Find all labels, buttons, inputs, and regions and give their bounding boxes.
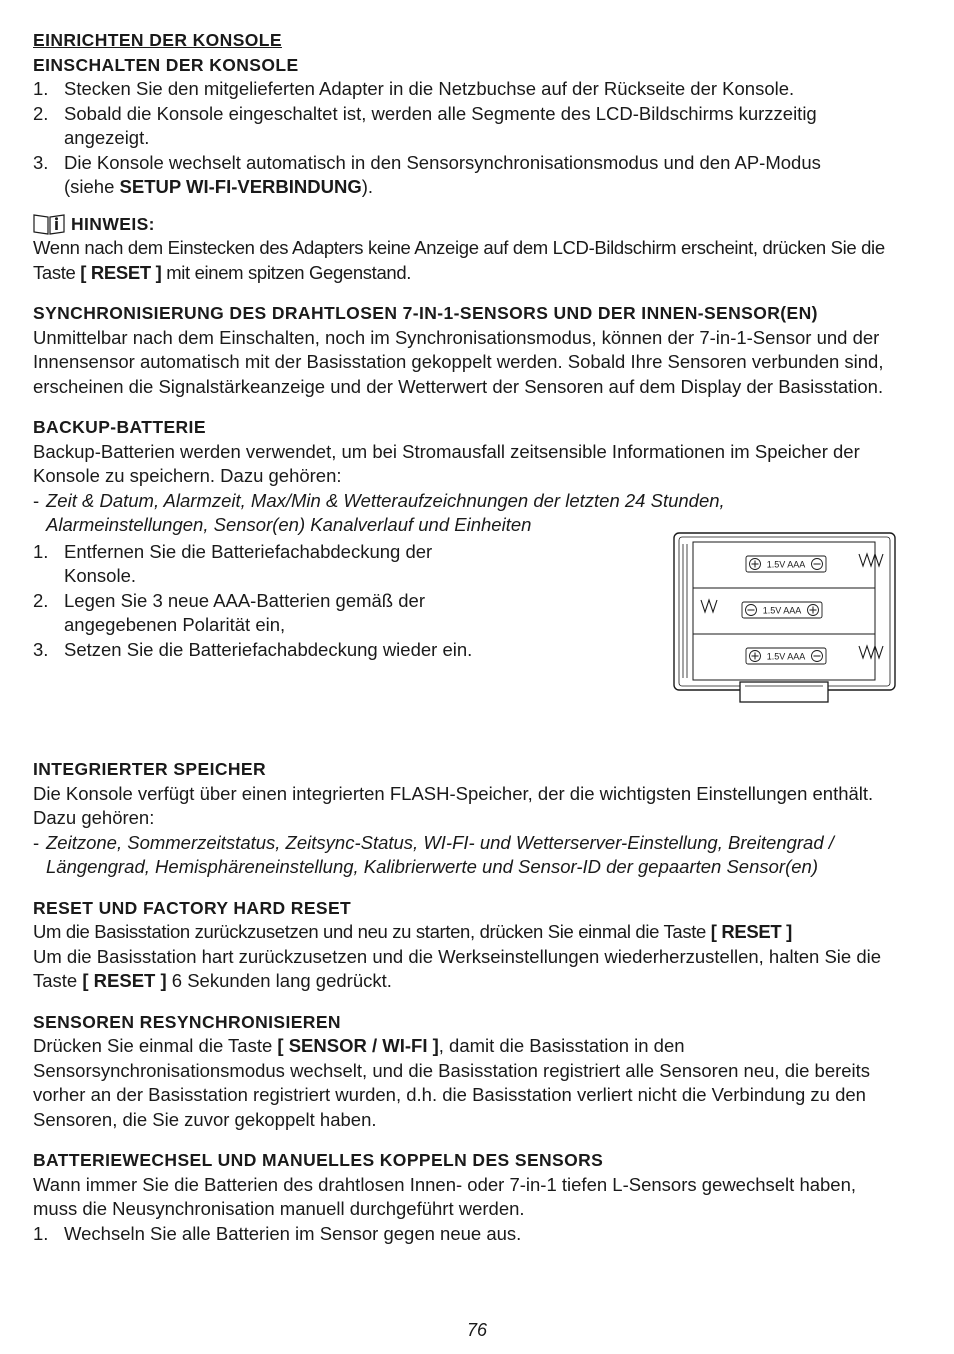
sensor-sync-text: Unmittelbar nach dem Einschalten, noch im Synchronisationsmodus, können der 7-in-1-Sensor und der Innensensor automatisch mit der Basisstation gekoppelt werden. Sobald Ihre Sensoren verbunden sind, erscheinen die Signalstärkeanzeige und der Wetterwert der Sensoren auf dem Display der Basisstation. xyxy=(33,326,884,397)
list-item: 1. Wechseln Sie alle Batterien im Sensor gegen neue aus. xyxy=(33,1222,522,1244)
section-subtitle-power-on: EINSCHALTEN DER KONSOLE xyxy=(33,54,299,75)
reset-text: Um die Basisstation zurückzusetzen und neu zu starten, drücken Sie einmal die Taste [ RESET ] xyxy=(33,921,792,942)
setup-wifi-reference: SETUP WI-FI-VERBINDUNG xyxy=(119,176,362,197)
backup-battery-list: - Zeit & Datum, Alarmzeit, Max/Min & Wetteraufzeichnungen der letzten 24 Stunden, Alarmeinstellungen, Sensor(en) Kanalverlauf und Einheiten xyxy=(33,489,725,535)
integrated-memory-text: Die Konsole verfügt über einen integrierten FLASH-Speicher, der die wichtigsten Einstellungen enthält. Dazu gehören: xyxy=(33,782,874,828)
battery-steps xyxy=(33,540,493,663)
section-title-resync: SENSOREN RESYNCHRONISIEREN xyxy=(33,1011,341,1032)
info-book-icon xyxy=(33,213,65,235)
note-text: Wenn nach dem Einstecken des Adapters keine Anzeige auf dem LCD-Bildschirm erscheint, drücken Sie die Taste [ RESET ] mit einem spitzen Gegenstand. xyxy=(33,237,885,283)
list-item: 2. Sobald die Konsole eingeschaltet ist, werden alle Segmente des LCD-Bildschirms kurzzeitig angezeigt. xyxy=(33,102,817,148)
battery-change-text: Wann immer Sie die Batterien des drahtlosen Innen- oder 7-in-1 tiefen L-Sensors gewechselt haben, muss die Neusynchronisation manuell durchgeführt werden. xyxy=(33,1173,857,1219)
battery-change-steps xyxy=(33,1222,903,1247)
integrated-memory-list: - Zeitzone, Sommerzeitstatus, Zeitsync-Status, WI-FI- und Wetterserver-Einstellung, Breitengrad / Längengrad, Hemisphäreneinstellung, Kalibrierwerte und Sensor-ID der gepaarten Sensor(en) xyxy=(33,831,834,877)
list-item: 3. Die Konsole wechselt automatisch in den Sensorsynchronisationsmodus und den AP-Modus (siehe SETUP WI-FI-VERBINDUNG). xyxy=(33,151,821,197)
list-item: 1. Entfernen Sie die Batteriefachabdeckung der Konsole. xyxy=(33,540,433,586)
list-item: 2. Legen Sie 3 neue AAA-Batterien gemäß der angegebenen Polarität ein, xyxy=(33,589,425,635)
section-title-setup: EINRICHTEN DER KONSOLE xyxy=(33,30,282,50)
document-page xyxy=(33,28,903,1246)
hard-reset-text: Um die Basisstation hart zurückzusetzen und die Werkseinstellungen wiederherzustellen, halten Sie die Taste [ RESET ] 6 Sekunden lang gedrückt. xyxy=(33,945,882,991)
section-title-reset: RESET UND FACTORY HARD RESET xyxy=(33,897,352,918)
power-on-steps xyxy=(33,77,903,200)
page-number: 76 xyxy=(466,1320,488,1340)
battery-label: 1.5V AAA xyxy=(766,651,806,661)
resync-text: Drücken Sie einmal die Taste [ SENSOR / WI-FI ], damit die Basisstation in den Sensorsynchronisationsmodus wechselt, und die Basisstation registriert alle Sensoren neu, die bereits vorher an der Basisstation registriert wurden, d.h. die Basisstation verliert nicht die Verbindung zu den Sensoren, die Sie zuvor gekoppelt haben. xyxy=(33,1035,871,1130)
section-title-integrated-memory: INTEGRIERTER SPEICHER xyxy=(33,759,267,779)
backup-battery-text: Backup-Batterien werden verwendet, um bei Stromausfall zeitsensible Informationen im Speicher der Konsole zu speichern. Dazu gehören: xyxy=(33,440,860,486)
battery-compartment-diagram xyxy=(673,532,897,710)
section-title-backup-battery: BACKUP-BATTERIE xyxy=(33,417,206,437)
list-item: 1. Stecken Sie den mitgelieferten Adapter in die Netzbuchse auf der Rückseite der Konsole. xyxy=(33,78,795,99)
note-label: HINWEIS: xyxy=(71,213,155,234)
note-header xyxy=(33,212,903,237)
section-title-battery-change: BATTERIEWECHSEL UND MANUELLES KOPPELN DES SENSORS xyxy=(33,1150,604,1170)
battery-label: 1.5V AAA xyxy=(766,559,806,569)
section-title-sensor-sync: SYNCHRONISIERUNG DES DRAHTLOSEN 7-IN-1-SENSORS UND DER INNEN-SENSOR(EN) xyxy=(33,303,818,323)
battery-steps-block xyxy=(33,540,903,663)
list-item: 3. Setzen Sie die Batteriefachabdeckung wieder ein. xyxy=(33,638,473,660)
battery-label: 1.5V AAA xyxy=(762,605,802,615)
